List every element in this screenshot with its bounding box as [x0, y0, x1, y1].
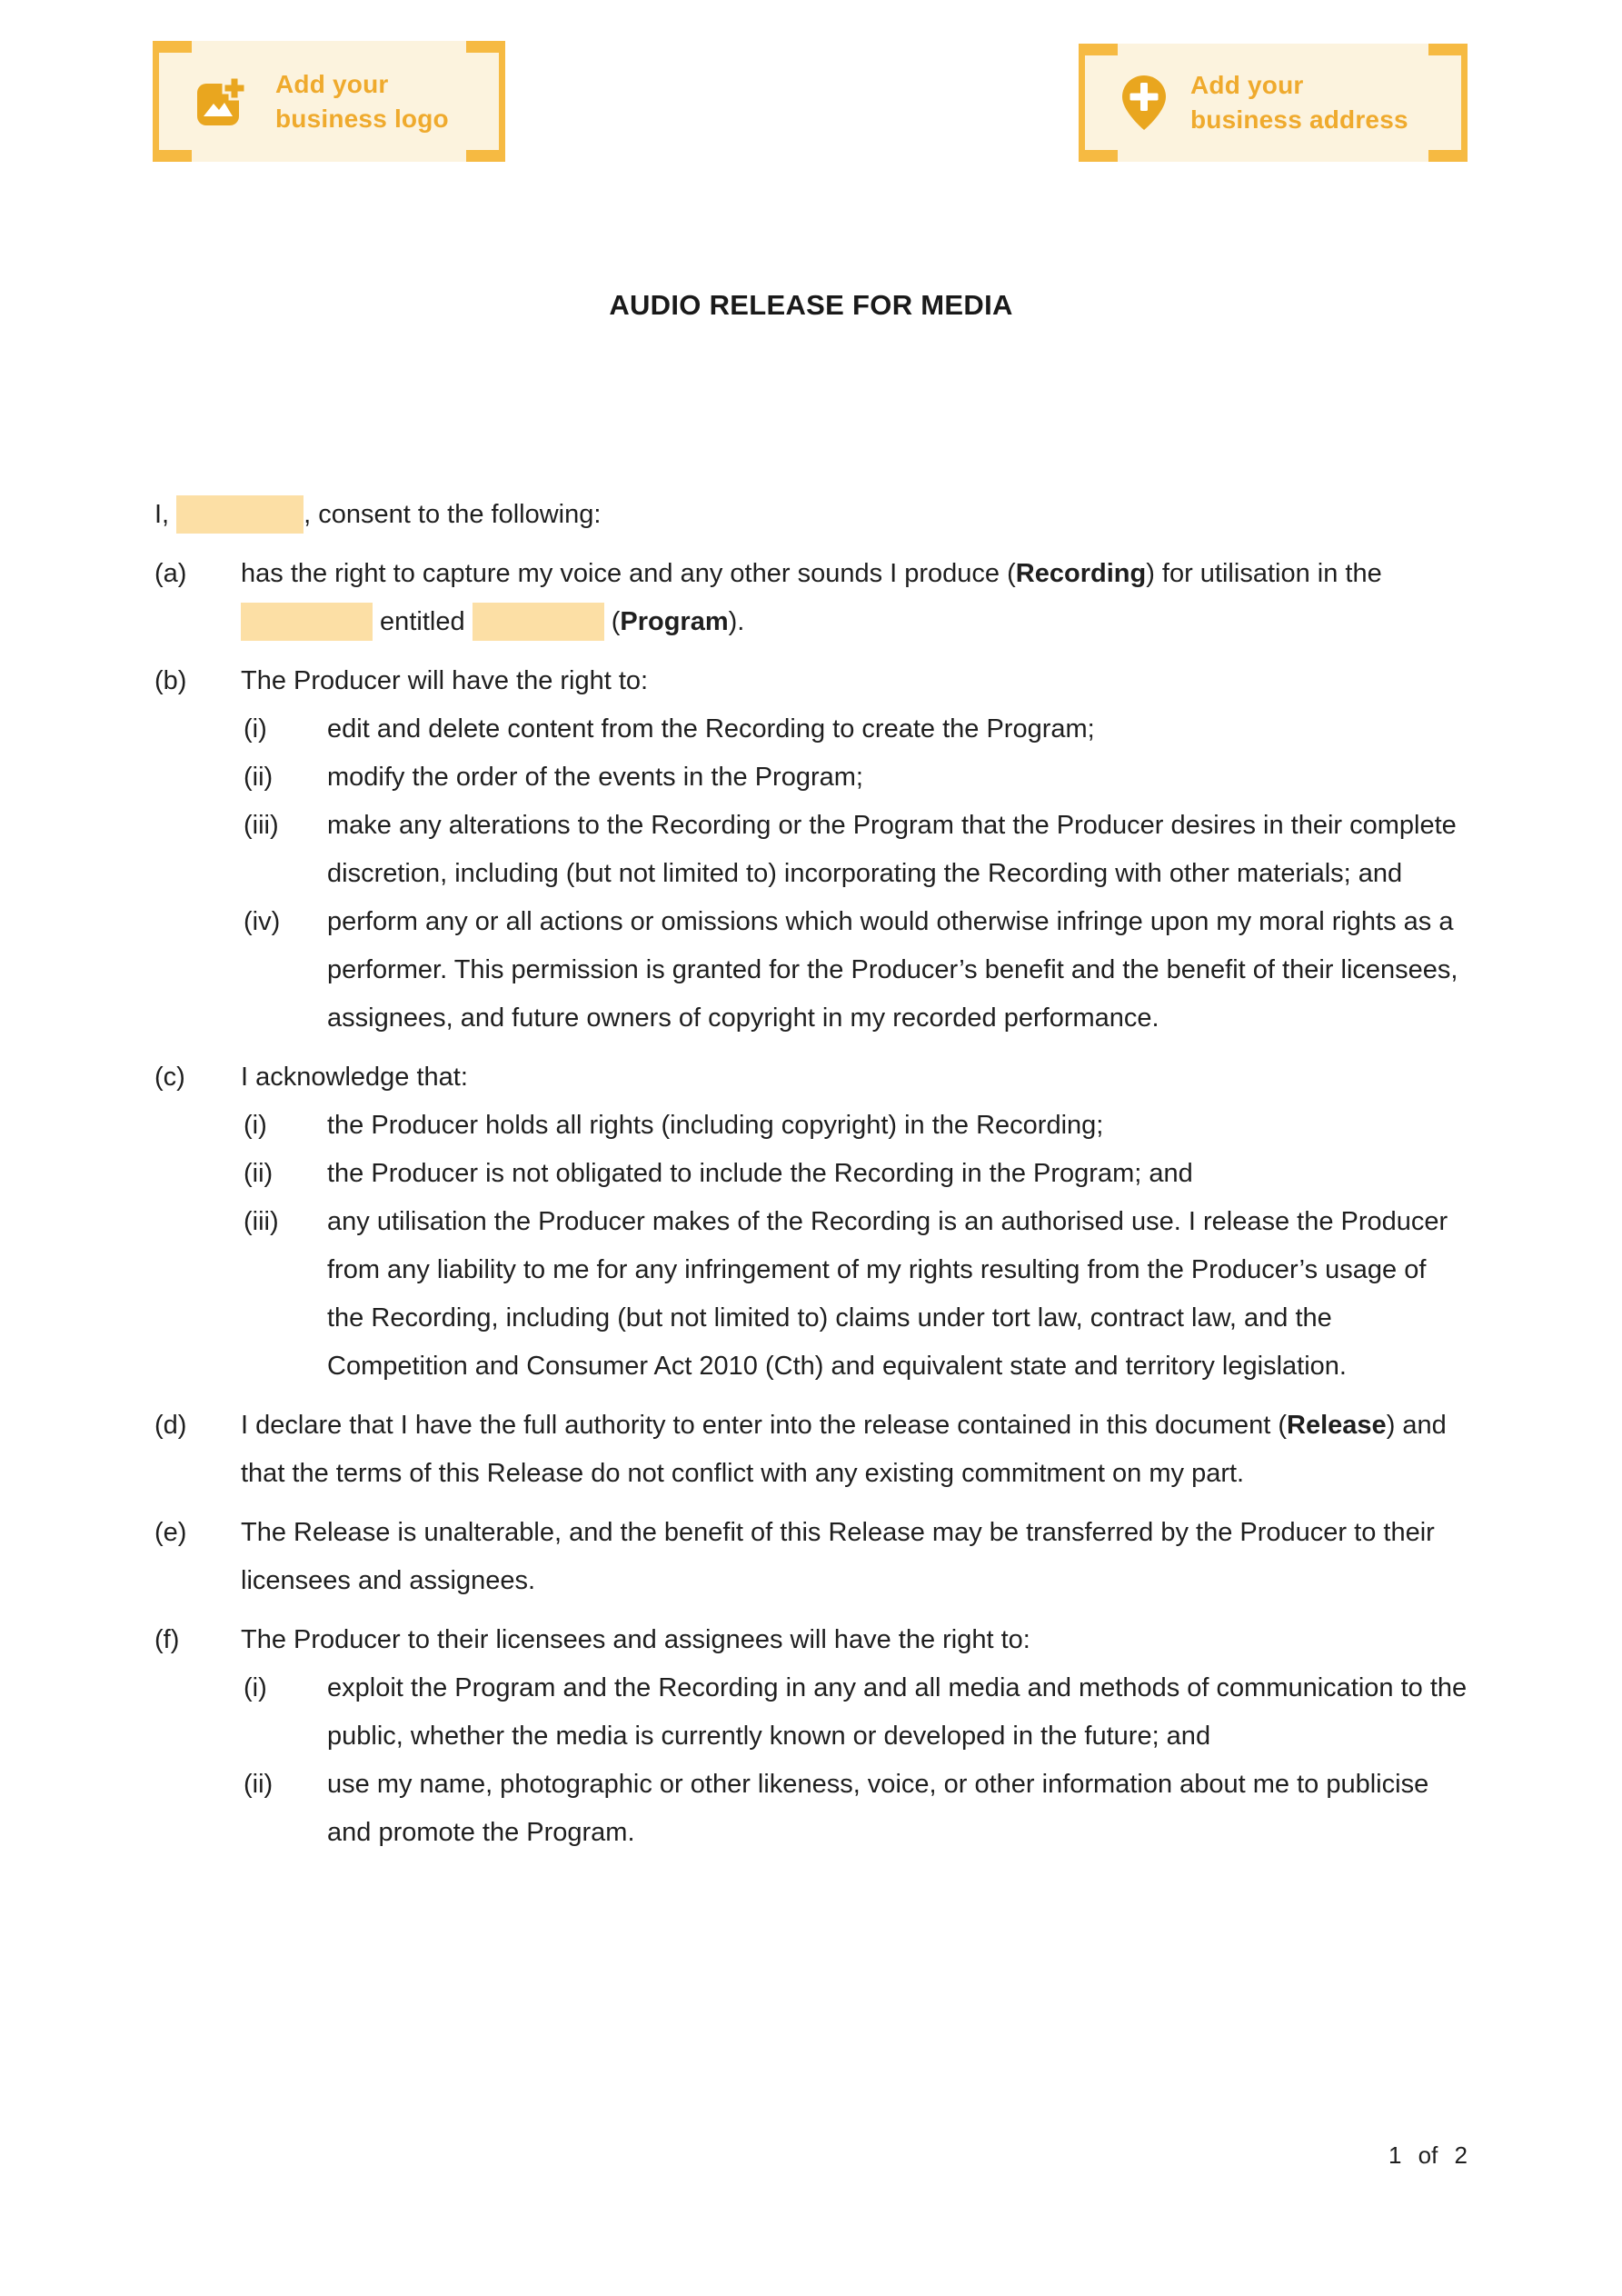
clause-label: (iii) — [244, 811, 279, 840]
intro-paragraph — [154, 491, 1468, 539]
document-body — [154, 287, 1468, 1857]
clause-label: (a) — [154, 559, 187, 588]
clause-label: (f) — [154, 1625, 180, 1654]
add-business-address-placeholder[interactable] — [1079, 44, 1468, 162]
clause-label: (ii) — [244, 1159, 274, 1188]
clause-13-f — [154, 1616, 1468, 1664]
corner-bracket — [466, 150, 499, 162]
clause-label: (i) — [244, 714, 267, 744]
clause-label: (i) — [244, 1111, 267, 1140]
clause-15-ii — [154, 1761, 1468, 1857]
clause-text: I declare that I have the full authority to enter into the release contained in this document (Release) and that the terms of this Release do not conflict with any existing commitment on my part. — [241, 1411, 1447, 1488]
clause-10-iii — [154, 1198, 1468, 1391]
corner-bracket — [466, 41, 499, 53]
corner-bracket — [159, 150, 192, 162]
clause-text: the Producer is not obligated to include the Recording in the Program; and — [327, 1159, 1193, 1188]
address-placeholder-text — [1190, 68, 1408, 137]
clause-label: (ii) — [244, 763, 274, 792]
clause-8-i — [154, 1102, 1468, 1150]
clause-6-iv — [154, 898, 1468, 1043]
corner-bracket — [1428, 150, 1461, 162]
defined-term: Program — [620, 607, 729, 636]
clause-label: (iv) — [244, 907, 281, 936]
clause-label: (i) — [244, 1673, 267, 1702]
clause-text: has the right to capture my voice and any other sounds I produce (Recording) for utilisation in the entitled (Program). — [241, 559, 1382, 636]
intro-text: I, , consent to the following: — [154, 500, 601, 529]
clause-label: (e) — [154, 1518, 187, 1547]
clause-12-e — [154, 1509, 1468, 1605]
clause-label: (ii) — [244, 1770, 274, 1799]
clause-9-ii — [154, 1150, 1468, 1198]
clause-text: The Release is unalterable, and the benefit of this Release may be transferred by the Producer to their licensees and assignees. — [241, 1518, 1435, 1595]
defined-term: Recording — [1015, 559, 1147, 588]
clause-5-iii — [154, 802, 1468, 898]
clause-3-i — [154, 705, 1468, 754]
corner-bracket — [159, 41, 192, 53]
logo-placeholder-line2: business logo — [275, 104, 449, 133]
clause-text: perform any or all actions or omissions which would otherwise infringe upon my moral rights as a performer. This permission is granted for the Producer’s benefit and the benefit of their licensees, assignees, and future owners of copyright in my recorded performance. — [327, 907, 1458, 1033]
address-placeholder-line2: business address — [1190, 105, 1408, 134]
clause-11-d — [154, 1402, 1468, 1498]
add-business-logo-placeholder[interactable] — [153, 41, 505, 162]
address-placeholder-line1: Add your — [1190, 71, 1304, 99]
image-add-icon — [195, 76, 252, 127]
clause-text: The Producer to their licensees and assignees will have the right to: — [241, 1625, 1030, 1654]
clause-text: the Producer holds all rights (including copyright) in the Recording; — [327, 1111, 1104, 1140]
clause-text: make any alterations to the Recording or the Program that the Producer desires in their complete discretion, including (but not limited to) incorporating the Recording with other materials; and — [327, 811, 1457, 888]
page-number: 1 of 2 — [1388, 2141, 1468, 2169]
clause-text: use my name, photographic or other likeness, voice, or other information about me to publicise and promote the Program. — [327, 1770, 1429, 1847]
clause-text: any utilisation the Producer makes of the Recording is an authorised use. I release the Producer from any liability to me for any infringement of my rights resulting from the Producer’s usage of the Recording, including (but not limited to) claims under tort law, contract law, and the Competition and Consumer Act 2010 (Cth) and equivalent state and territory legislation. — [327, 1207, 1448, 1381]
fill-in-placeholder[interactable] — [176, 495, 304, 534]
clause-label: (d) — [154, 1411, 187, 1440]
location-pin-add-icon — [1121, 75, 1167, 131]
clause-text: edit and delete content from the Recording to create the Program; — [327, 714, 1095, 744]
clause-label: (c) — [154, 1063, 185, 1092]
fill-in-placeholder[interactable] — [473, 603, 604, 641]
corner-bracket — [1428, 44, 1461, 55]
clause-14-i — [154, 1664, 1468, 1761]
clause-7-c — [154, 1053, 1468, 1102]
clause-2-b — [154, 657, 1468, 705]
corner-bracket — [1085, 44, 1118, 55]
clause-label: (iii) — [244, 1207, 279, 1236]
logo-placeholder-line1: Add your — [275, 69, 389, 98]
clause-text: modify the order of the events in the Program; — [327, 763, 863, 792]
clause-text: I acknowledge that: — [241, 1063, 468, 1092]
corner-bracket — [1085, 150, 1118, 162]
page-title: AUDIO RELEASE FOR MEDIA — [609, 289, 1013, 321]
fill-in-placeholder[interactable] — [241, 603, 373, 641]
logo-placeholder-text — [275, 67, 449, 136]
clause-4-ii — [154, 754, 1468, 802]
clause-text: exploit the Program and the Recording in any and all media and methods of communication to the public, whether the media is currently known or developed in the future; and — [327, 1673, 1468, 1751]
defined-term: Release — [1287, 1411, 1387, 1440]
clause-1-a — [154, 550, 1468, 646]
clause-list — [154, 550, 1468, 1857]
clause-label: (b) — [154, 666, 187, 695]
clause-text: The Producer will have the right to: — [241, 666, 649, 695]
